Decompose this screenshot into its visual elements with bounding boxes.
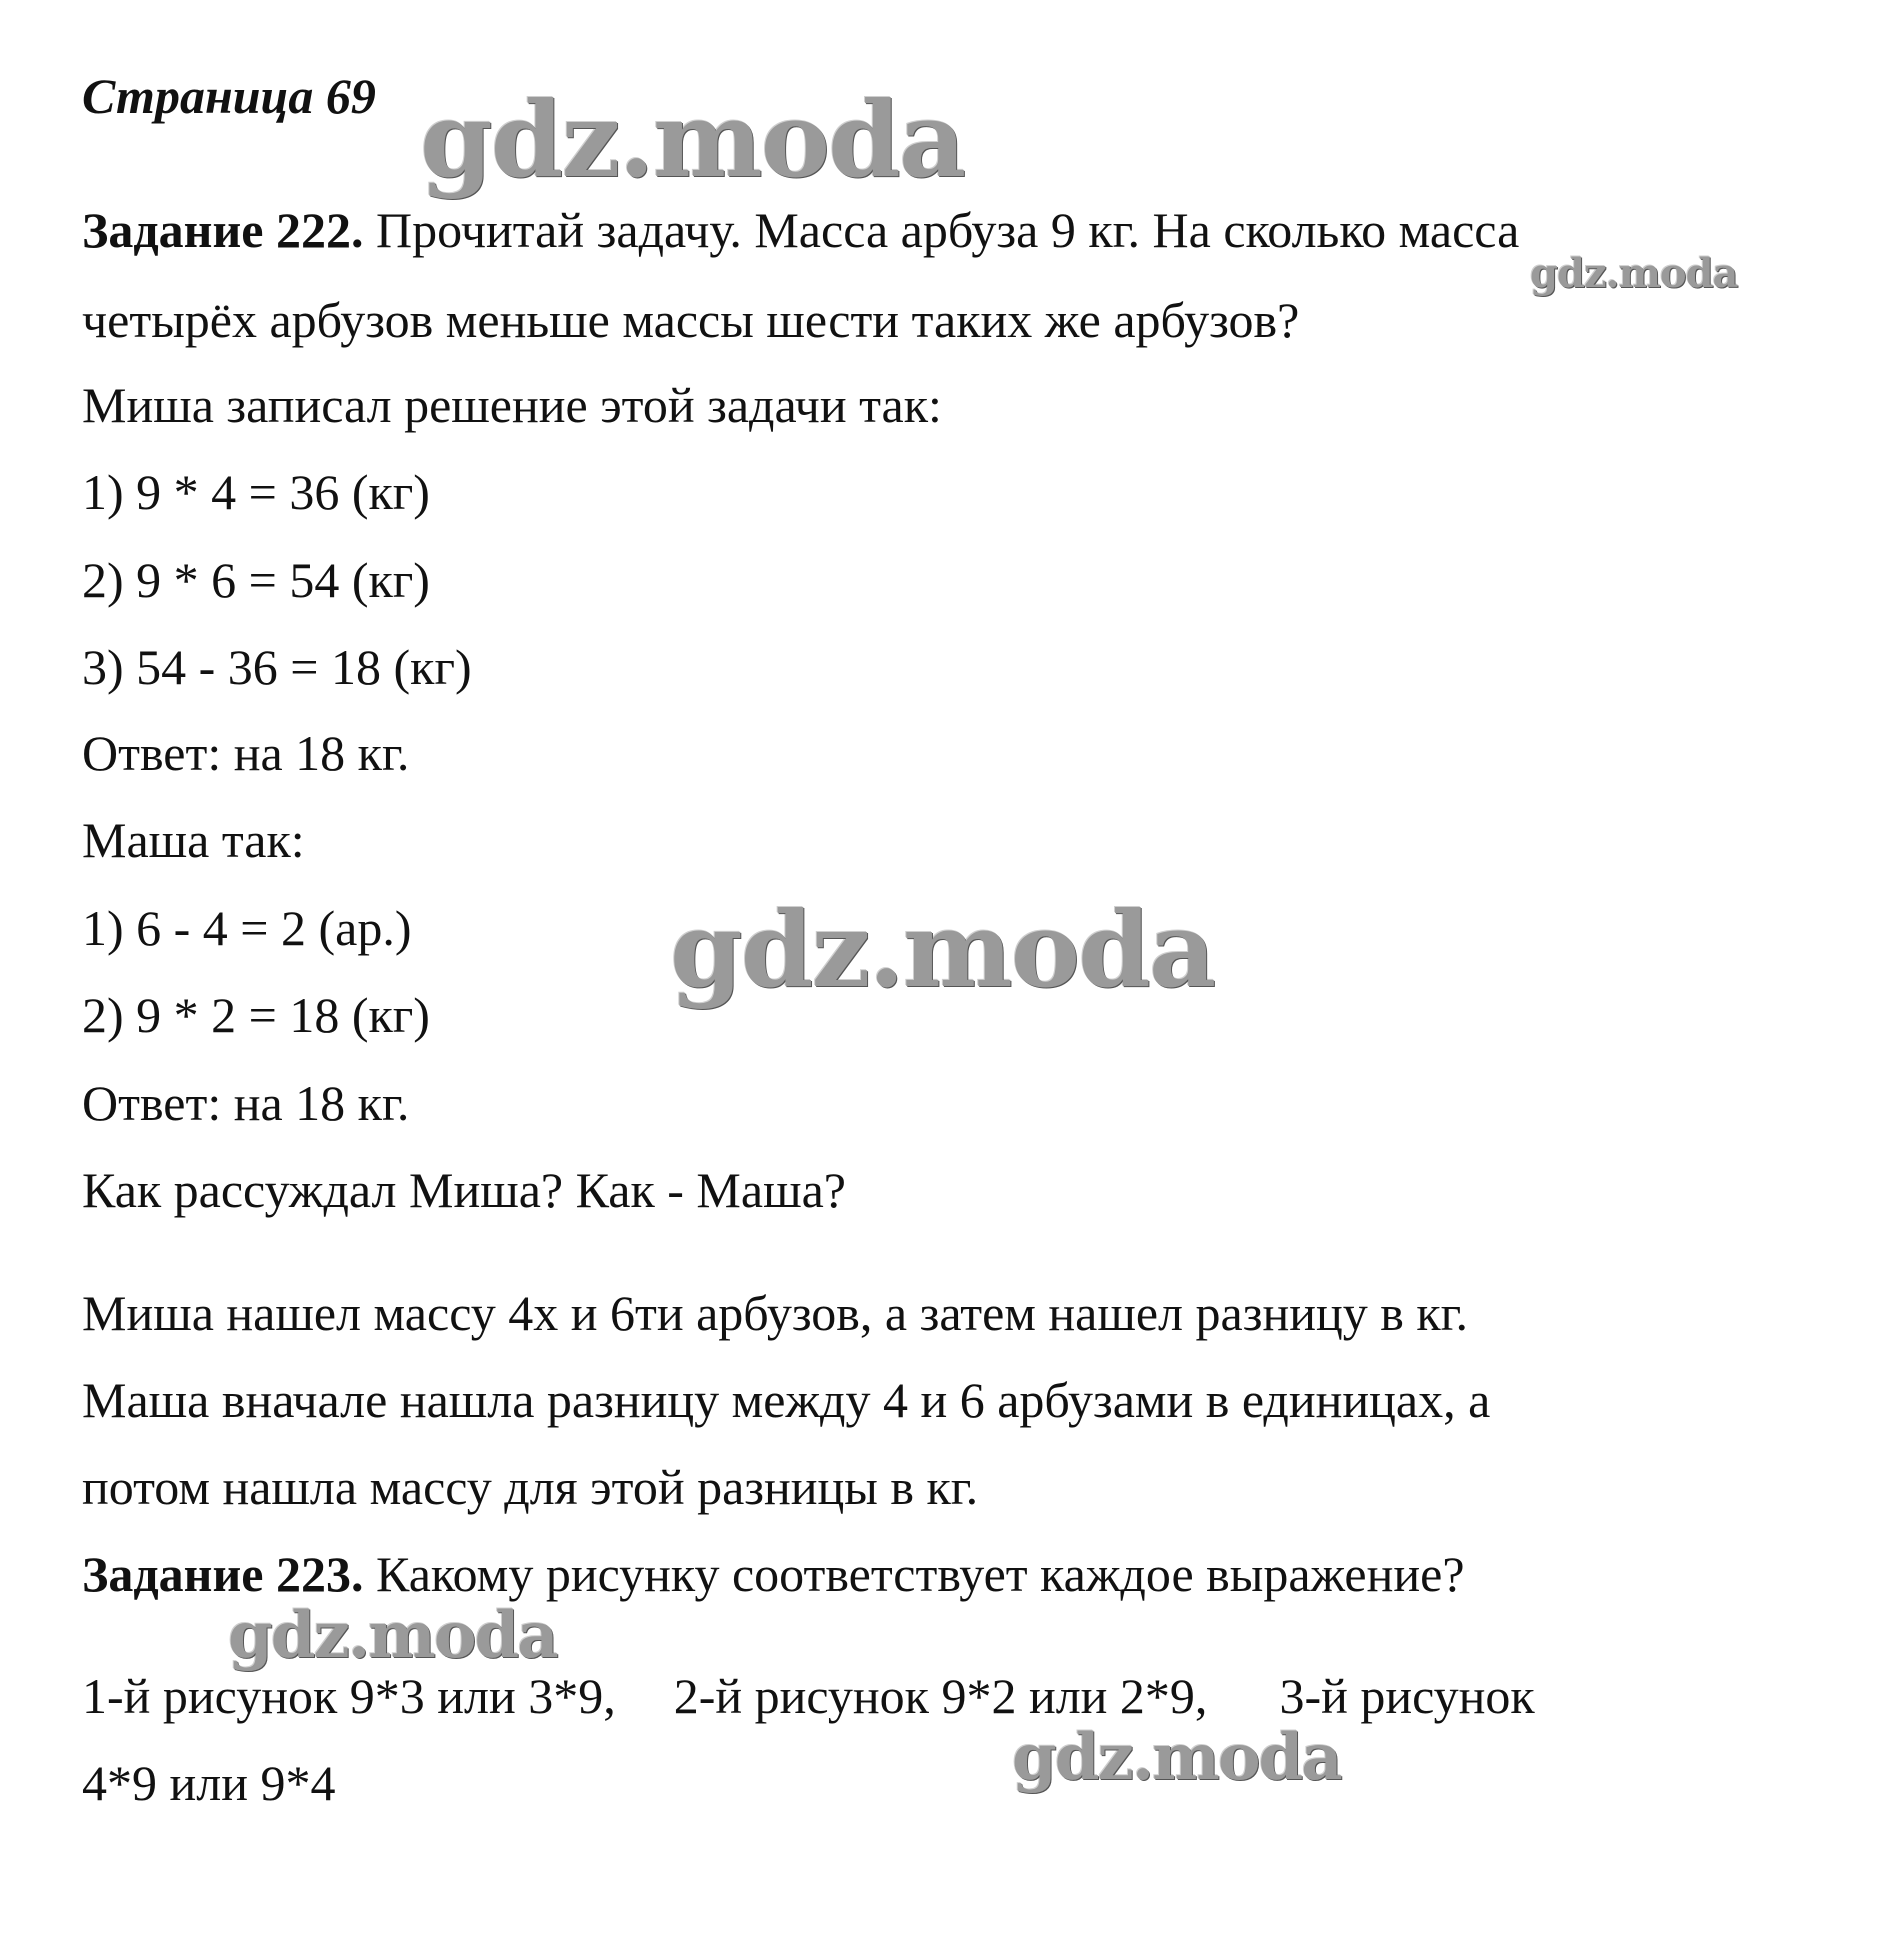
watermark-logo: gdz.moda: [1530, 250, 1738, 297]
watermark-logo: gdz.moda: [1012, 1720, 1341, 1795]
explanation-line-2: Маша вначале нашла разницу между 4 и 6 арбузами в единицах, а: [82, 1372, 1491, 1428]
watermark-logo: gdz.moda: [228, 1598, 557, 1673]
answer-picture-3: 3-й рисунок: [1279, 1668, 1535, 1724]
answer-picture-1: 1-й рисунок 9*3 или 3*9,: [82, 1668, 616, 1724]
watermark-logo: gdz.moda: [420, 78, 965, 201]
misha-answer: Ответ: на 18 кг.: [82, 725, 410, 781]
masha-intro: Маша так:: [82, 812, 305, 868]
masha-step-1: 1) 6 - 4 = 2 (ар.): [82, 900, 412, 956]
explanation-line-1: Миша нашел массу 4х и 6ти арбузов, а затем нашел разницу в кг.: [82, 1285, 1468, 1341]
task222-text-line1: Прочитай задачу. Масса арбуза 9 кг. На сколько масса: [376, 202, 1520, 258]
misha-step-1: 1) 9 * 4 = 36 (кг): [82, 464, 430, 520]
watermark-logo: gdz.moda: [670, 888, 1215, 1011]
task222-statement-line1: [82, 200, 1519, 260]
misha-intro: Миша записал решение этой задачи так:: [82, 377, 942, 433]
misha-step-3: 3) 54 - 36 = 18 (кг): [82, 639, 472, 695]
task222-question: Как рассуждал Миша? Как - Маша?: [82, 1162, 846, 1218]
masha-step-2: 2) 9 * 2 = 18 (кг): [82, 987, 430, 1043]
explanation-line-3: потом нашла массу для этой разницы в кг.: [82, 1459, 979, 1515]
task223-statement: [82, 1544, 1465, 1604]
task223-text: Какому рисунку соответствует каждое выражение?: [376, 1546, 1465, 1602]
misha-step-2: 2) 9 * 6 = 54 (кг): [82, 552, 430, 608]
answer-picture-2: 2-й рисунок 9*2 или 2*9,: [673, 1668, 1208, 1724]
page-heading: Страница 69: [82, 68, 376, 124]
task223-answer-line2: 4*9 или 9*4: [82, 1755, 336, 1811]
masha-answer: Ответ: на 18 кг.: [82, 1075, 410, 1131]
task223-answer-line1: [82, 1666, 1535, 1726]
task222-text-line2: четырёх арбузов меньше массы шести таких же арбузов?: [82, 292, 1300, 348]
task223-title: Задание 223.: [82, 1546, 364, 1602]
task222-title: Задание 222.: [82, 202, 364, 258]
